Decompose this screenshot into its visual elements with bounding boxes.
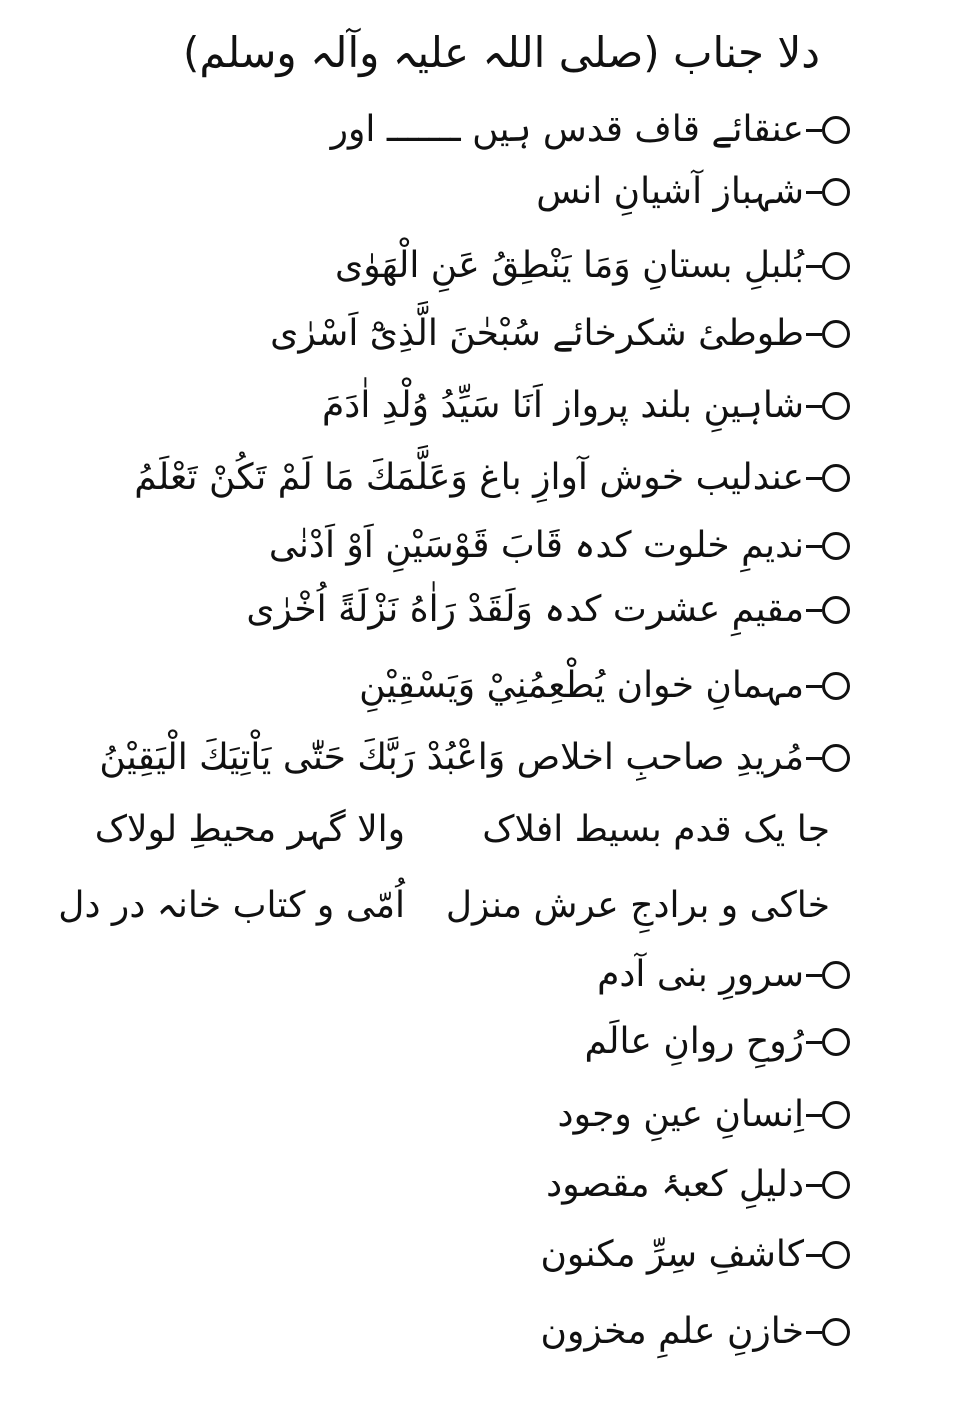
- list-item: [331, 100, 850, 160]
- circle-bullet-icon: [822, 1241, 850, 1269]
- couplet-line1-left: والا گہر محیطِ لولاک: [94, 809, 405, 850]
- dash-connector: [806, 1331, 822, 1334]
- list-item-text: عنقائے قاف قدس ہیں ـــــــ اور: [330, 109, 804, 150]
- list-item-text: شہباز آشیانِ انس: [536, 171, 804, 212]
- dash-connector: [806, 1254, 822, 1257]
- dash-connector: [806, 1114, 822, 1117]
- couplet-line1-right: جا یک قدم بسیط افلاک: [482, 809, 830, 850]
- list-item-text: دلیلِ کعبۂ مقصود: [546, 1164, 804, 1205]
- circle-bullet-icon: [822, 1171, 850, 1199]
- circle-bullet-icon: [822, 744, 850, 772]
- list-item: [134, 448, 850, 508]
- circle-bullet-icon: [822, 596, 850, 624]
- dash-connector: [806, 191, 822, 194]
- list-item: [536, 162, 850, 222]
- list-item-text: عندلیب خوش آوازِ باغ وَعَلَّمَكَ مَا لَمْ تَكُنْ تَعْلَمُ: [134, 457, 804, 498]
- list-item: [270, 304, 850, 364]
- couplet-line2-left: اُمّی و کتاب خانہ در دل: [58, 885, 405, 926]
- list-item: [359, 656, 850, 716]
- list-item-text: سرورِ بنی آدم: [597, 954, 804, 995]
- list-item-text: رُوحِ روانِ عالَم: [584, 1021, 804, 1062]
- dash-connector: [806, 477, 822, 480]
- circle-bullet-icon: [822, 116, 850, 144]
- list-item: [546, 1155, 850, 1215]
- list-item-text: کاشفِ سِرِّ مکنون: [540, 1234, 804, 1275]
- circle-bullet-icon: [822, 532, 850, 560]
- page-title: دلا جناب (صلی اللہ علیہ وآلہ وسلم): [183, 28, 820, 77]
- list-item-text: شاہینِ بلند پرواز اَنَا سَیِّدُ وُلْدِ اٰدَمَ: [322, 385, 804, 426]
- dash-connector: [806, 685, 822, 688]
- list-item: [585, 1012, 850, 1072]
- dash-connector: [806, 1184, 822, 1187]
- list-item-text: بُلبلِ بستانِ وَمَا یَنْطِقُ عَنِ الْهَوٰى: [335, 245, 804, 286]
- list-item-text: خازنِ علمِ مخزون: [540, 1311, 804, 1352]
- list-item: [269, 516, 850, 576]
- list-item: [558, 1085, 850, 1145]
- list-item-text: مُریدِ صاحبِ اخلاص وَاعْبُدْ رَبَّكَ حَتّٰى يَاْتِيَكَ الْيَقِيْنُ: [99, 737, 804, 778]
- dash-connector: [806, 974, 822, 977]
- list-item-text: ندیمِ خلوت کدہ قَابَ قَوْسَيْنِ اَوْ اَدْنٰى: [268, 525, 804, 566]
- list-item: [335, 236, 850, 296]
- list-item-text: طوطیٔ شکرخائے سُبْحٰنَ الَّذِیْٓ اَسْرٰى: [270, 313, 804, 354]
- dash-connector: [806, 609, 822, 612]
- circle-bullet-icon: [822, 178, 850, 206]
- list-item: [597, 945, 850, 1005]
- circle-bullet-icon: [822, 1028, 850, 1056]
- list-item: [99, 728, 850, 788]
- circle-bullet-icon: [822, 961, 850, 989]
- dash-connector: [806, 333, 822, 336]
- circle-bullet-icon: [822, 252, 850, 280]
- list-item: [540, 1225, 850, 1285]
- circle-bullet-icon: [822, 464, 850, 492]
- list-item: [322, 376, 850, 436]
- list-item: [541, 1302, 851, 1362]
- list-item-text: اِنسانِ عینِ وجود: [557, 1094, 804, 1135]
- dash-connector: [806, 545, 822, 548]
- circle-bullet-icon: [822, 392, 850, 420]
- dash-connector: [806, 265, 822, 268]
- dash-connector: [806, 1041, 822, 1044]
- circle-bullet-icon: [822, 1101, 850, 1129]
- dash-connector: [806, 757, 822, 760]
- couplet-line2-right: خاکی و برادجِ عرش منزل: [445, 885, 830, 926]
- dash-connector: [806, 129, 822, 132]
- list-item-text: مقیمِ عشرت کدہ وَلَقَدْ رَاٰهُ نَزْلَةً اُخْرٰى: [246, 589, 804, 630]
- circle-bullet-icon: [822, 672, 850, 700]
- list-item-text: مہمانِ خوان يُطْعِمُنِيْ وَيَسْقِيْنِ: [359, 665, 804, 706]
- circle-bullet-icon: [822, 1318, 850, 1346]
- dash-connector: [806, 405, 822, 408]
- list-item: [246, 580, 850, 640]
- circle-bullet-icon: [822, 320, 850, 348]
